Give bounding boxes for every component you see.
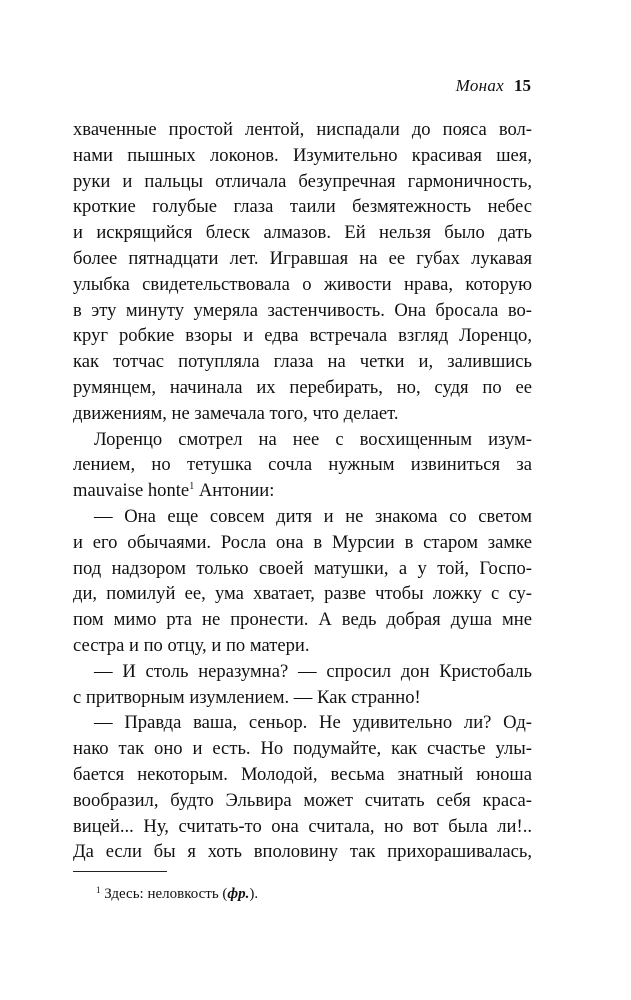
text-line-with-note	[73, 478, 532, 504]
text-line: ди, помилуй ее, ума хватает, разве чтобы ложку с су-	[73, 583, 532, 605]
text-line: — И столь неразумна? — спросил дон Кристобаль	[94, 660, 532, 682]
text-line: вообразил, будто Эльвира может считать себя краса-	[73, 789, 532, 811]
text-line: как тотчас потупляла глаза на четки и, залившись	[73, 351, 532, 373]
text-line: лением, но тетушка сочла нужным извиниться за	[73, 454, 532, 476]
text-line: вицей... Ну, считать-то она считала, но вот была ли!..	[73, 815, 532, 837]
text-line: пом мимо рта не пронести. А ведь добрая душа мне	[73, 609, 532, 631]
footnote	[96, 884, 258, 904]
footnote-text: Здесь: неловкость (	[104, 886, 228, 902]
footnote-italic: фр.	[227, 886, 250, 902]
text-fragment: Антонии:	[198, 480, 275, 502]
text-line: бается некоторым. Молодой, весьма знатный юноша	[73, 763, 532, 785]
text-line: более пятнадцати лет. Игравшая на ее губах лукавая	[73, 247, 532, 269]
text-line: румянцем, начинала их перебирать, но, судя по ее	[73, 376, 532, 398]
page-number: 15	[514, 76, 531, 95]
text-line: в эту минуту умеряла застенчивость. Она бросала во-	[73, 299, 532, 321]
text-line: улыбка свидетельствовала о живости нрава, которую	[73, 273, 532, 295]
text-line: руки и пальцы отличала безупречная гармоничность,	[73, 170, 532, 192]
text-line: — Правда ваша, сеньор. Не удивительно ли? Од-	[94, 712, 532, 734]
text-line: нако так оно и есть. Но подумайте, как счастье улы-	[73, 738, 532, 760]
foreign-phrase: mauvaise honte	[73, 480, 190, 502]
text-line: Да если бы я хоть вполовину так прихорашивалась,	[73, 841, 532, 863]
text-line: под надзором только своей матушки, а у той, Госпо-	[73, 557, 532, 579]
text-line: нами пышных локонов. Изумительно красивая шея,	[73, 144, 532, 166]
text-line: круг робкие взоры и едва встречала взгляд Лоренцо,	[73, 325, 532, 347]
footnote-tail: ).	[249, 886, 259, 902]
footnote-rule	[73, 871, 167, 872]
running-header-title: Монах	[455, 76, 504, 95]
text-line: хваченные простой лентой, ниспадали до пояса вол-	[73, 119, 532, 140]
page-body	[73, 117, 532, 865]
text-line: движениям, не замечала того, что делает.	[73, 402, 399, 424]
footnote-ref: 1	[189, 481, 195, 493]
text-line: Лоренцо смотрел на нее с восхищенным изум-	[94, 428, 532, 450]
footnote-marker: 1	[96, 885, 101, 895]
text-line: сестра и по отцу, и по матери.	[73, 634, 310, 656]
text-line: и его обычаями. Росла она в Мурсии в старом замке	[73, 531, 532, 553]
running-header	[456, 76, 531, 96]
text-line: кроткие голубые глаза таили безмятежность небес	[73, 196, 532, 218]
text-line: с притворным изумлением. — Как странно!	[73, 686, 421, 708]
text-line: — Она еще совсем дитя и не знакома со светом	[94, 505, 532, 527]
text-line: и искрящийся блеск алмазов. Ей нельзя было дать	[73, 222, 532, 244]
